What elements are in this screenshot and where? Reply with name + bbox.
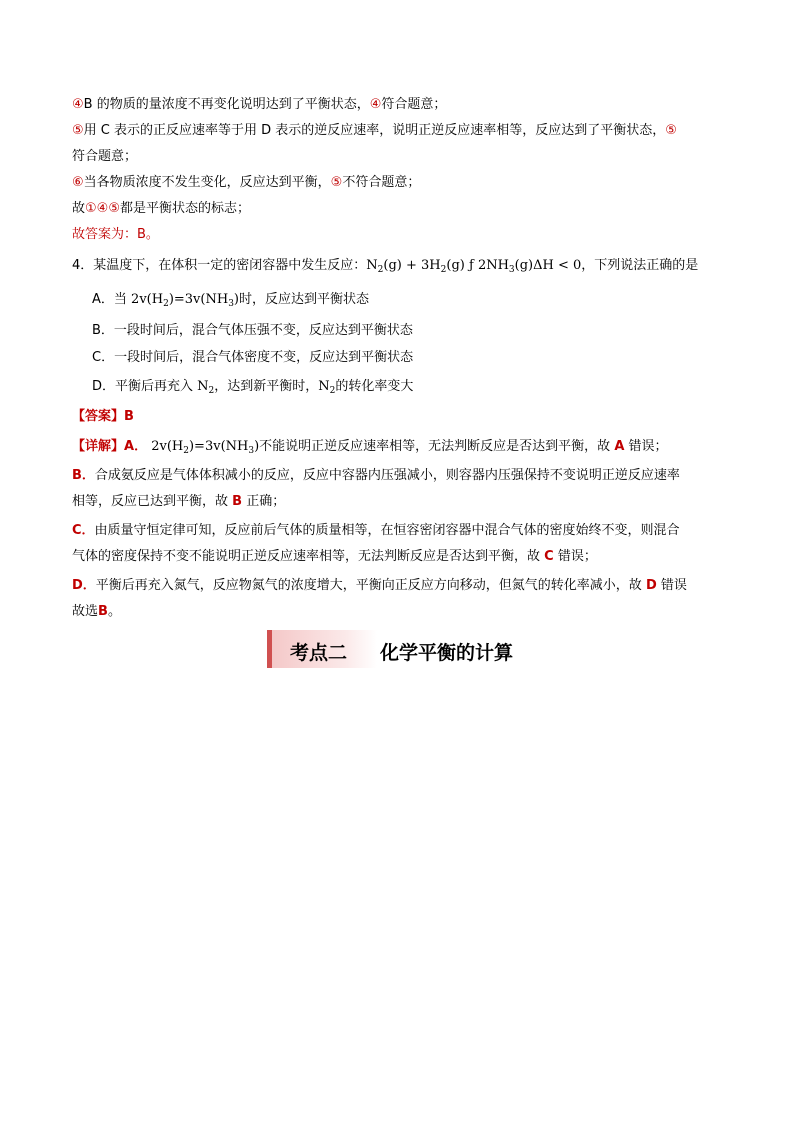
section-title: 化学平衡的计算 [380,642,514,664]
option-b: B．一段时间后，混合气体压强不变，反应达到平衡状态 [92,323,413,338]
text-line-6 [72,226,159,244]
circled-number: ⑤ [665,123,677,138]
reaction-equation: $N_2(g) + 3H_2(g)$ ƒ $2NH_3(g)\Delta H < 0$ [366,258,582,275]
explanation-label: 【详解】 [72,439,125,454]
option-d: D．平衡后再充入 $N_2$，达到新平衡时，$N_2$的转化率变大 [92,379,414,396]
explanation-b-line2: 相等，反应已达到平衡，故 B 正确； [72,494,286,509]
explanation-b-line1: B．合成氨反应是气体体积减小的反应，反应中容器内压强减小，则容器内压强保持不变说明正逆反应速率 [72,468,680,483]
circled-number: ⑥ [72,175,84,190]
text: 用 C 表示的正反应速率等于用 D 表示的逆反应速率，说明正逆反应速率相等，反应达到了平衡状态， [83,123,666,138]
question-number: 4． [72,258,94,273]
explanation-d: D．平衡后再充入氮气，反应物氮气的浓度增大，平衡向正反应方向移动，但氮气的转化率减小，故 D 错误 [72,578,687,593]
answer-block [72,408,134,426]
text-line-2 [72,122,677,140]
text: 故 [72,201,86,216]
answer-label: 【答案】 [72,409,125,424]
option-c: C．一段时间后，混合气体密度不变，反应达到平衡状态 [92,350,414,365]
question-text: ，下列说法正确的是 [581,258,699,273]
text: B 的物质的量浓度不再变化说明达到了平衡状态， [83,97,370,112]
text-line-4 [72,174,420,192]
circled-number: ⑤ [330,175,343,190]
text: 不符合题意； [342,175,421,190]
answer-line: 故答案为：B。 [72,227,159,242]
explanation-final: 故选B。 [72,604,121,619]
text-line-3 [72,148,137,166]
text: 符合题意； [72,149,138,164]
answer-value: B [124,409,134,424]
explanation-a: 【详解】A． $2v(H_2)=3v(NH_3)$不能说明正逆反应速率相等，无法判断反应是否达到平衡，故 A 错误； [72,439,668,456]
circled-number: ④ [369,97,382,112]
circled-number: ①④⑤ [85,201,120,216]
text: 都是平衡状态的标志； [119,201,250,216]
option-a: A．当 $2v(H_2)=3v(NH_3)$时，反应达到平衡状态 [92,292,370,309]
explanation-c-line2: 气体的密度保持不变不能说明正逆反应速率相等，无法判断反应是否达到平衡，故 C 错误； [72,549,597,564]
text-line-5 [72,200,250,218]
circled-number: ⑤ [72,123,84,138]
text: 当各物质浓度不发生变化，反应达到平衡， [83,175,331,190]
section-label: 考点二 [290,642,348,664]
question-stem [72,257,698,275]
text: 符合题意； [381,97,447,112]
circled-number: ④ [72,97,84,112]
explanation-c-line1: C．由质量守恒定律可知，反应前后气体的质量相等，在恒容密闭容器中混合气体的密度始终不变，则混合 [72,523,680,538]
question-text: 某温度下，在体积一定的密闭容器中发生反应： [93,258,367,273]
text-line-1 [72,96,446,114]
